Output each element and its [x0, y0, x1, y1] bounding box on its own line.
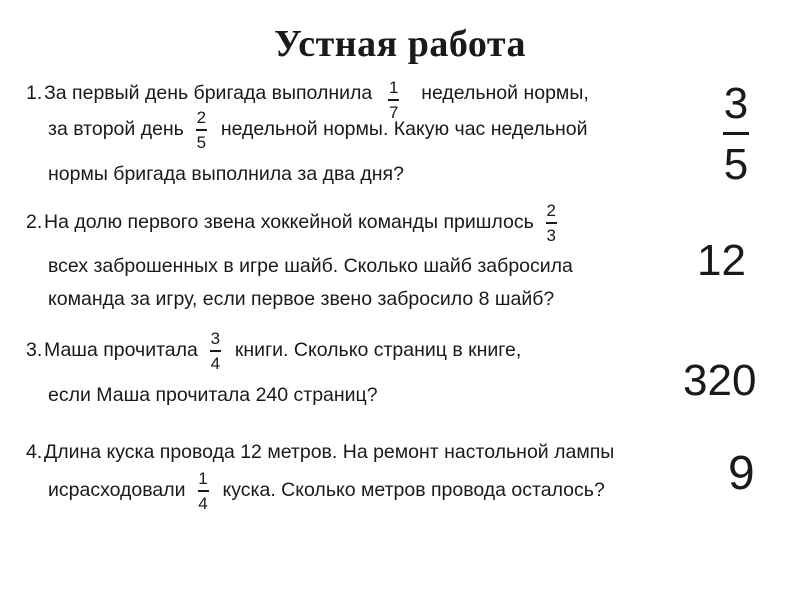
problem-4-text: куска. Сколько метров провода осталось?	[222, 479, 605, 502]
problem-2-fraction-1: $\frac{2}{3}$	[546, 201, 556, 245]
problem-2-line-2	[48, 255, 573, 278]
problem-2-number: 2.	[26, 211, 43, 234]
problem-4-text: исрасходовали	[48, 479, 186, 502]
problem-1-line-2	[48, 109, 588, 151]
problem-1-text: нормы бригада выполнила за два дня?	[48, 163, 404, 185]
problem-4-line-2	[48, 470, 605, 512]
problem-3-line-2	[48, 384, 378, 407]
problem-1-answer	[716, 79, 756, 189]
problem-3-line-1	[26, 330, 521, 372]
problem-1-number: 1.	[26, 82, 43, 105]
problem-4-answer: 9	[728, 447, 755, 500]
problem-1-line-3	[48, 163, 404, 186]
problem-3-text: Маша прочитала	[44, 339, 198, 362]
problem-2-text: всех заброшенных в игре шайб. Сколько шайб забросила	[48, 255, 573, 277]
problem-3-text: книги. Сколько страниц в книге,	[234, 339, 522, 362]
problem-2-answer: 12	[697, 236, 746, 285]
problem-4-text: Длина куска провода 12 метров. На ремонт настольной лампы	[44, 441, 615, 463]
problem-3-answer: 320	[683, 356, 757, 405]
problem-2-text: команда за игру, если первое звено забросило 8 шайб?	[48, 288, 555, 310]
problem-2-line-1	[26, 202, 571, 244]
answer-numerator: 3	[723, 79, 749, 128]
problem-1-text: недельной нормы. Какую час недельной	[220, 118, 588, 141]
problem-1-text: недельной нормы,	[421, 82, 589, 105]
answer-denominator: 5	[723, 140, 749, 189]
problem-1-fraction-1: $\frac{1}{7}$	[389, 78, 399, 122]
problem-4-line-1	[26, 441, 614, 464]
problem-2-text: На долю первого звена хоккейной команды пришлось	[44, 211, 534, 234]
problem-1-fraction-2: $\frac{2}{5}$	[196, 108, 207, 152]
problem-1-text: За первый день бригада выполнила	[44, 82, 373, 105]
page-title: Устная работа	[273, 23, 527, 65]
problem-3-text: если Маша прочитала 240 страниц?	[48, 384, 378, 406]
problem-4-fraction-1: $\frac{1}{4}$	[198, 469, 208, 513]
problem-1-line-1	[26, 78, 589, 122]
problem-2-line-3	[48, 288, 554, 311]
problem-4-number: 4.	[26, 441, 43, 463]
problem-1-text: за второй день	[48, 118, 184, 141]
problem-3-fraction-1: $\frac{3}{4}$	[210, 329, 221, 373]
problem-3-number: 3.	[26, 339, 43, 362]
